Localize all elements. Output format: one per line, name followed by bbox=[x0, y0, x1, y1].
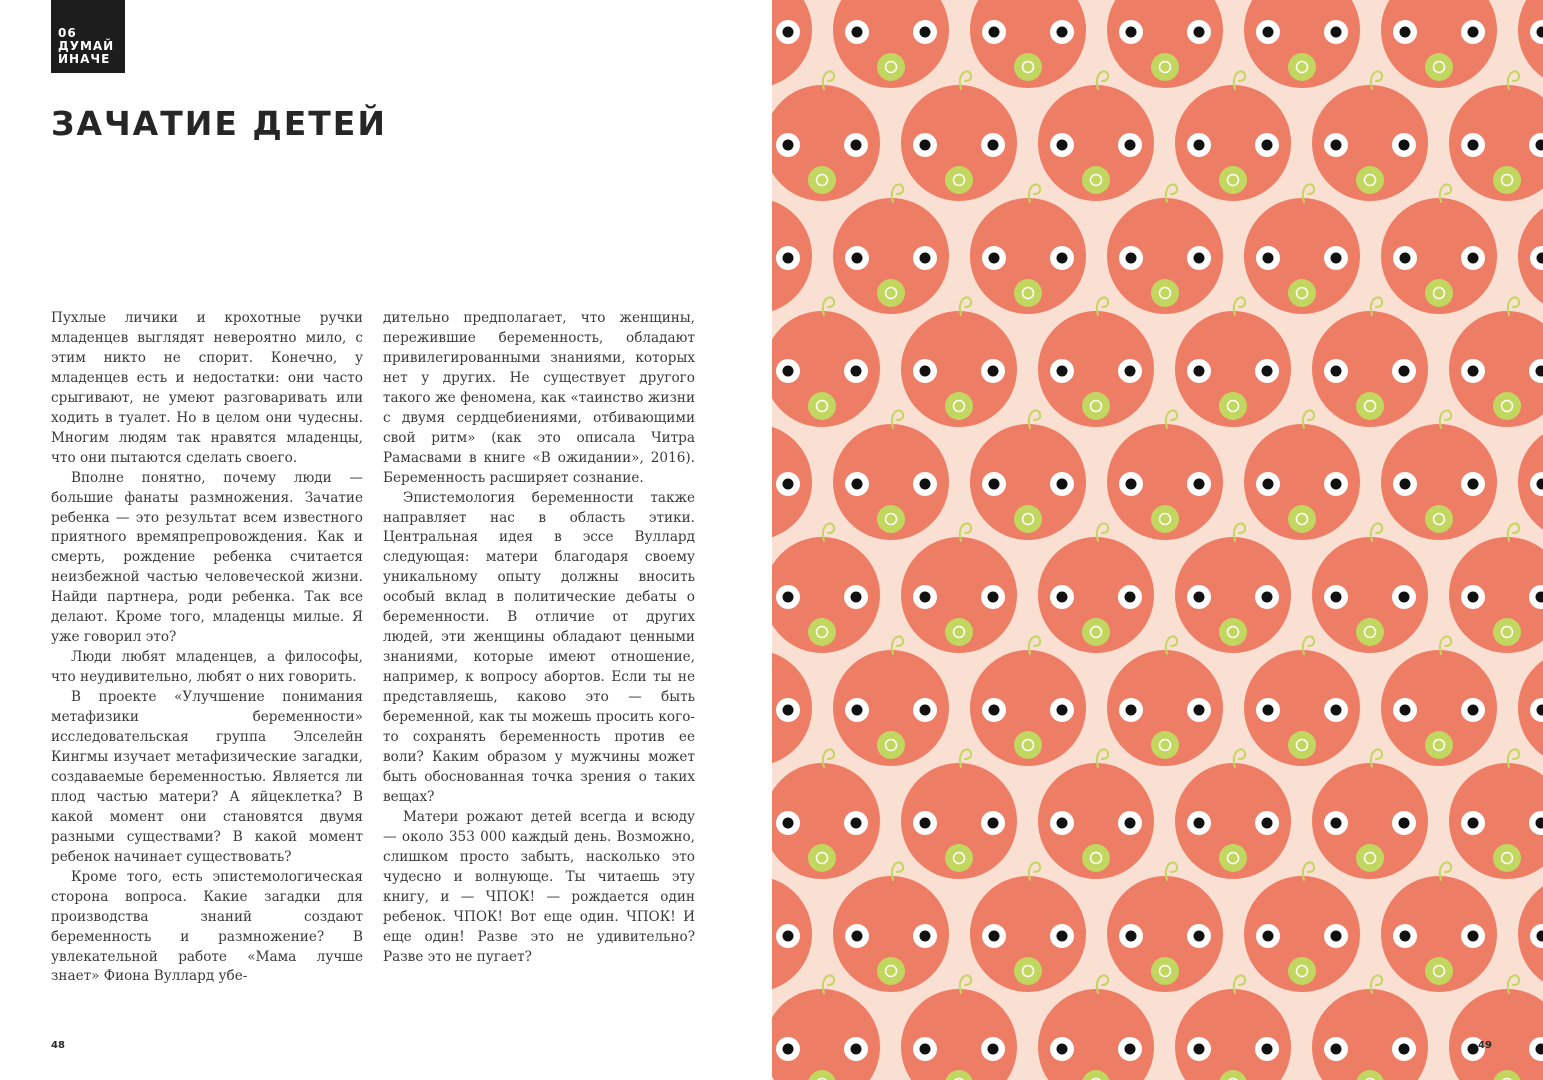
eye-pupil bbox=[1194, 253, 1205, 264]
eye-pupil bbox=[1057, 479, 1068, 490]
eye-pupil bbox=[1331, 592, 1342, 603]
eye-pupil bbox=[920, 931, 931, 942]
pacifier-icon bbox=[1493, 844, 1521, 872]
eye-pupil bbox=[1468, 479, 1479, 490]
chapter-title-line-1: ДУМАЙ bbox=[58, 39, 115, 53]
eye-pupil bbox=[1057, 1044, 1068, 1055]
pacifier-icon bbox=[877, 505, 905, 533]
pacifier-icon bbox=[945, 392, 973, 420]
pacifier-icon bbox=[1082, 392, 1110, 420]
eye-pupil bbox=[1399, 1044, 1410, 1055]
eye-pupil bbox=[989, 27, 1000, 38]
eye-pupil bbox=[851, 1044, 862, 1055]
eye-pupil bbox=[920, 705, 931, 716]
pacifier-icon bbox=[877, 731, 905, 759]
eye-pupil bbox=[920, 366, 931, 377]
paragraph: Эпистемология беременности также направляет нас в область этики. Центральная идея в эссе Вуллард следующая: матери благодаря своему уникальному опыту должны вносить особый вклад в политические дебаты о беременности. В отличие от других людей, эти женщины обладают ценными знаниями, которые имеют отношение, например, к вопросу абортов. Если ты не представляешь, каково это — быть беременной, как ты можешь просить кого-то сохранять беременность против ее воли? Каким образом у мужчины может быть обоснованная точка зрения о таких вещах? bbox=[383, 489, 695, 805]
eye-pupil bbox=[1125, 818, 1136, 829]
page-number-right: 49 bbox=[1478, 1040, 1492, 1051]
pacifier-icon bbox=[1151, 957, 1179, 985]
eye-pupil bbox=[1262, 818, 1273, 829]
eye-pupil bbox=[989, 931, 1000, 942]
pacifier-icon bbox=[1356, 392, 1384, 420]
eye-pupil bbox=[988, 366, 999, 377]
eye-pupil bbox=[1468, 253, 1479, 264]
eye-pupil bbox=[783, 479, 794, 490]
eye-pupil bbox=[1126, 27, 1137, 38]
eye-pupil bbox=[851, 592, 862, 603]
eye-pupil bbox=[920, 1044, 931, 1055]
pacifier-icon bbox=[1356, 618, 1384, 646]
eye-pupil bbox=[1331, 366, 1342, 377]
eye-pupil bbox=[1194, 479, 1205, 490]
pacifier-icon bbox=[1151, 731, 1179, 759]
paragraph: Матери рожают детей всегда и всюду — около 353 000 каждый день. Возможно, слишком просто забыть, насколько это чудесно и волнующе. Ты читаешь эту книгу, и — ЧПОК! — рождается один ребенок. ЧПОК! Вот еще один. ЧПОК! И еще один! Разве это не удивительно? Разве это не пугает? bbox=[383, 808, 695, 965]
eye-pupil bbox=[1399, 818, 1410, 829]
eye-pupil bbox=[1057, 27, 1068, 38]
eye-pupil bbox=[783, 592, 794, 603]
eye-pupil bbox=[1399, 140, 1410, 151]
eye-pupil bbox=[1194, 931, 1205, 942]
pacifier-icon bbox=[1288, 731, 1316, 759]
eye-pupil bbox=[1194, 592, 1205, 603]
eye-pupil bbox=[1400, 705, 1411, 716]
eye-pupil bbox=[1331, 140, 1342, 151]
pacifier-icon bbox=[1425, 957, 1453, 985]
pacifier-icon bbox=[1219, 844, 1247, 872]
pacifier-icon bbox=[1151, 505, 1179, 533]
chapter-title-line-2: ИНАЧЕ bbox=[58, 52, 111, 66]
eye-pupil bbox=[989, 705, 1000, 716]
pacifier-icon bbox=[1288, 279, 1316, 307]
eye-pupil bbox=[1126, 253, 1137, 264]
pacifier-icon bbox=[808, 392, 836, 420]
eye-pupil bbox=[1057, 253, 1068, 264]
pacifier-icon bbox=[1425, 731, 1453, 759]
eye-pupil bbox=[783, 366, 794, 377]
eye-pupil bbox=[783, 1044, 794, 1055]
eye-pupil bbox=[1125, 366, 1136, 377]
pacifier-icon bbox=[1493, 392, 1521, 420]
pacifier-icon bbox=[1493, 618, 1521, 646]
eye-pupil bbox=[852, 479, 863, 490]
pacifier-icon bbox=[1425, 53, 1453, 81]
eye-pupil bbox=[1399, 592, 1410, 603]
eye-pupil bbox=[1126, 705, 1137, 716]
eye-pupil bbox=[1057, 931, 1068, 942]
eye-pupil bbox=[783, 705, 794, 716]
eye-pupil bbox=[1399, 366, 1410, 377]
chapter-badge bbox=[51, 0, 125, 73]
eye-pupil bbox=[1331, 479, 1342, 490]
pacifier-icon bbox=[1014, 505, 1042, 533]
chapter-number: 06 bbox=[58, 26, 77, 40]
pacifier-icon bbox=[945, 618, 973, 646]
pacifier-icon bbox=[1151, 53, 1179, 81]
pacifier-icon bbox=[1356, 844, 1384, 872]
paragraph: Люди любят младенцев, а философы, что неудивительно, любят о них говорить. bbox=[51, 649, 363, 686]
eye-pupil bbox=[1331, 705, 1342, 716]
eye-pupil bbox=[920, 253, 931, 264]
eye-pupil bbox=[783, 818, 794, 829]
pacifier-icon bbox=[877, 279, 905, 307]
eye-pupil bbox=[1194, 27, 1205, 38]
eye-pupil bbox=[1194, 818, 1205, 829]
eye-pupil bbox=[1468, 140, 1479, 151]
eye-pupil bbox=[1400, 931, 1411, 942]
eye-pupil bbox=[1194, 705, 1205, 716]
pacifier-icon bbox=[1288, 53, 1316, 81]
eye-pupil bbox=[1468, 1044, 1479, 1055]
pacifier-icon bbox=[808, 618, 836, 646]
eye-pupil bbox=[1468, 818, 1479, 829]
eye-pupil bbox=[1125, 592, 1136, 603]
eye-pupil bbox=[920, 27, 931, 38]
eye-pupil bbox=[920, 140, 931, 151]
pacifier-icon bbox=[1356, 166, 1384, 194]
pacifier-icon bbox=[1082, 844, 1110, 872]
page-title: ЗАЧАТИЕ ДЕТЕЙ bbox=[51, 104, 387, 143]
eye-pupil bbox=[1263, 27, 1274, 38]
eye-pupil bbox=[851, 366, 862, 377]
pacifier-icon bbox=[1014, 53, 1042, 81]
pacifier-icon bbox=[1014, 731, 1042, 759]
eye-pupil bbox=[1057, 705, 1068, 716]
eye-pupil bbox=[1400, 253, 1411, 264]
pacifier-icon bbox=[1219, 618, 1247, 646]
eye-pupil bbox=[1263, 705, 1274, 716]
eye-pupil bbox=[1057, 592, 1068, 603]
pacifier-icon bbox=[1425, 505, 1453, 533]
eye-pupil bbox=[988, 140, 999, 151]
eye-pupil bbox=[1057, 140, 1068, 151]
eye-pupil bbox=[851, 140, 862, 151]
pacifier-icon bbox=[877, 957, 905, 985]
pacifier-icon bbox=[1151, 279, 1179, 307]
eye-pupil bbox=[852, 705, 863, 716]
eye-pupil bbox=[988, 592, 999, 603]
eye-pupil bbox=[852, 931, 863, 942]
eye-pupil bbox=[1262, 1044, 1273, 1055]
pacifier-icon bbox=[877, 53, 905, 81]
eye-pupil bbox=[1331, 1044, 1342, 1055]
pacifier-icon bbox=[808, 844, 836, 872]
eye-pupil bbox=[783, 140, 794, 151]
eye-pupil bbox=[1468, 931, 1479, 942]
eye-pupil bbox=[783, 931, 794, 942]
eye-pupil bbox=[989, 479, 1000, 490]
eye-pupil bbox=[1262, 140, 1273, 151]
eye-pupil bbox=[1194, 140, 1205, 151]
eye-pupil bbox=[1057, 366, 1068, 377]
eye-pupil bbox=[1194, 1044, 1205, 1055]
text-column-2 bbox=[383, 309, 695, 967]
pattern-illustration bbox=[772, 0, 1543, 1080]
pacifier-icon bbox=[1493, 166, 1521, 194]
eye-pupil bbox=[1194, 366, 1205, 377]
pacifier-icon bbox=[1425, 279, 1453, 307]
eye-pupil bbox=[1331, 818, 1342, 829]
eye-pupil bbox=[783, 253, 794, 264]
eye-pupil bbox=[1468, 705, 1479, 716]
paragraph: Пухлые личики и крохотные ручки младенцев выглядят невероятно мило, с этим никто не спорит. Конечно, у младенцев есть и недостатки: они часто срыгивают, не умеют разговаривать или ходить в туалет. Но в целом они чудесны. Многим людям так нравятся младенцы, что они пытаются сделать своего. bbox=[51, 310, 363, 466]
eye-pupil bbox=[989, 253, 1000, 264]
pacifier-icon bbox=[945, 844, 973, 872]
eye-pupil bbox=[920, 818, 931, 829]
eye-pupil bbox=[783, 27, 794, 38]
eye-pupil bbox=[920, 592, 931, 603]
paragraph: дительно предполагает, что женщины, пережившие беременность, обладают привилегированными знаниями, которых нет у других. Не существует другого такого же феномена, как «таинство жизни с двумя сердцебиениями, отбивающими свой ритм» (как это описала Читра Рамасвами в книге «В ожидании», 2016). Беременность расширяет сознание. bbox=[383, 310, 695, 486]
pacifier-icon bbox=[945, 166, 973, 194]
eye-pupil bbox=[852, 27, 863, 38]
pacifier-icon bbox=[808, 166, 836, 194]
eye-pupil bbox=[1331, 27, 1342, 38]
eye-pupil bbox=[1468, 592, 1479, 603]
paragraph: Вполне понятно, почему люди — большие фанаты размножения. Зачатие ребенка — это результат всем известного приятного времяпрепровождения. Как и смерть, рождение ребенка считается неизбежной частью человеческой жизни. Найди партнера, роди ребенка. Так все делают. Кроме того, младенцы милые. Я уже говорил это? bbox=[51, 469, 363, 646]
eye-pupil bbox=[1331, 253, 1342, 264]
text-column-1 bbox=[51, 309, 363, 987]
baby-face-pattern bbox=[772, 0, 1543, 1080]
pacifier-icon bbox=[1014, 279, 1042, 307]
eye-pupil bbox=[1126, 931, 1137, 942]
eye-pupil bbox=[1331, 931, 1342, 942]
page-number-left: 48 bbox=[51, 1040, 65, 1051]
eye-pupil bbox=[988, 818, 999, 829]
eye-pupil bbox=[1263, 931, 1274, 942]
eye-pupil bbox=[1126, 479, 1137, 490]
pacifier-icon bbox=[1082, 166, 1110, 194]
eye-pupil bbox=[1057, 818, 1068, 829]
eye-pupil bbox=[1125, 140, 1136, 151]
eye-pupil bbox=[851, 818, 862, 829]
pacifier-icon bbox=[1014, 957, 1042, 985]
pacifier-icon bbox=[1288, 505, 1316, 533]
paragraph: В проекте «Улучшение понимания метафизики беременности» исследовательская группа Элселейн Кингмы изучает метафизические загадки, создаваемые беременностью. Является ли плод частью матери? А яйцеклетка? В какой момент они становятся двумя разными существами? В какой момент ребенок начинает существовать? bbox=[51, 689, 363, 865]
eye-pupil bbox=[1262, 592, 1273, 603]
pacifier-icon bbox=[1219, 166, 1247, 194]
eye-pupil bbox=[1400, 479, 1411, 490]
paragraph: Кроме того, есть эпистемологическая сторона вопроса. Какие загадки для производства знаний создают беременность и размножение? В увлекательной работе «Мама лучше знает» Фиона Вуллард убе- bbox=[51, 868, 363, 985]
eye-pupil bbox=[1263, 253, 1274, 264]
pacifier-icon bbox=[1288, 957, 1316, 985]
pacifier-icon bbox=[1082, 618, 1110, 646]
eye-pupil bbox=[1468, 27, 1479, 38]
eye-pupil bbox=[1400, 27, 1411, 38]
eye-pupil bbox=[988, 1044, 999, 1055]
eye-pupil bbox=[852, 253, 863, 264]
eye-pupil bbox=[1263, 479, 1274, 490]
eye-pupil bbox=[920, 479, 931, 490]
eye-pupil bbox=[1468, 366, 1479, 377]
eye-pupil bbox=[1125, 1044, 1136, 1055]
eye-pupil bbox=[1262, 366, 1273, 377]
pacifier-icon bbox=[1219, 392, 1247, 420]
